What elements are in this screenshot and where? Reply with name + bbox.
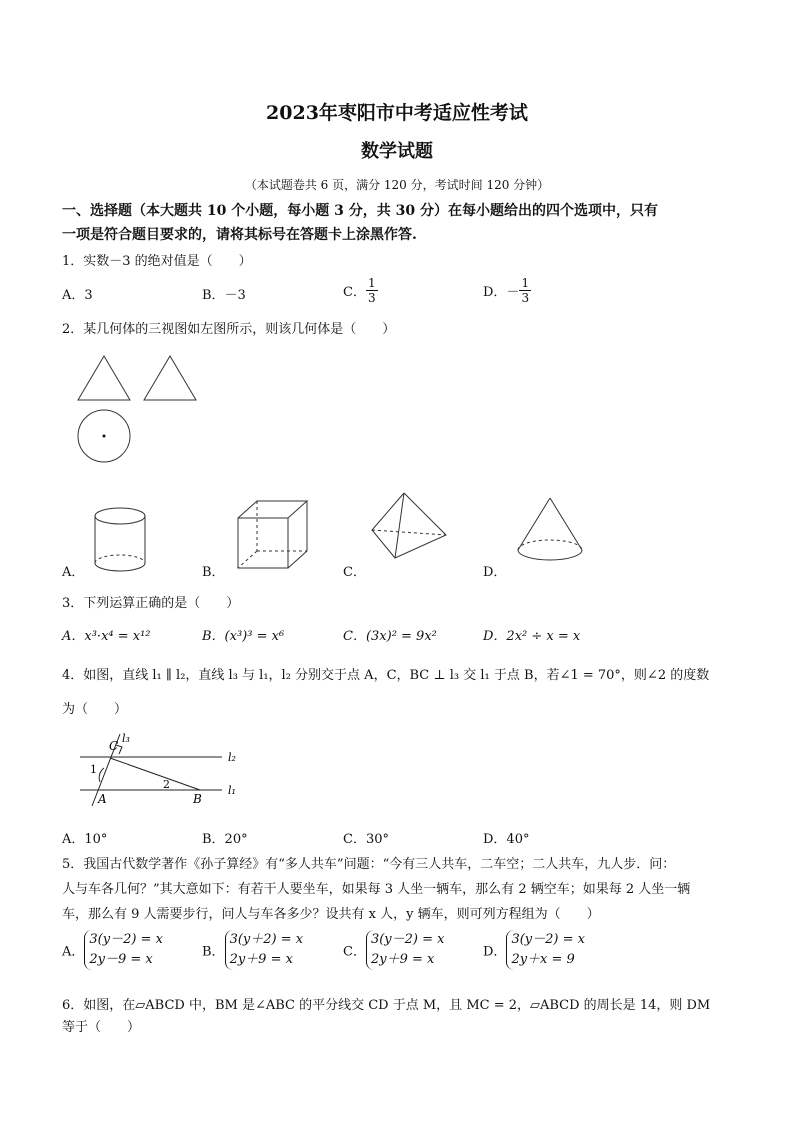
- q5-line3: 车，那么有 9 人需要步行，问人与车各多少？设共有 x 人，y 辆车，则可列方程组为（ ）: [62, 907, 600, 922]
- pyramid-figure: [370, 490, 450, 565]
- q4-parallel-lines-figure: [70, 730, 250, 810]
- three-view-figure: [70, 350, 200, 470]
- q6-line2: 等于（ ）: [62, 1020, 141, 1035]
- angle1-arc: [99, 768, 104, 782]
- q4-option-b: B．20°: [202, 832, 248, 847]
- section1-line2: 一项是符合题目要求的，请将其标号在答题卡上涂黑作答.: [62, 227, 417, 243]
- q1-option-d-label: D．－: [483, 285, 520, 300]
- equation-1: 3(y－2) = x: [89, 932, 163, 947]
- q2-option-c: C．: [343, 565, 366, 580]
- q3-stem: 3．下列运算正确的是（ ）: [62, 596, 240, 611]
- q2-option-d: D．: [483, 565, 507, 580]
- q4-option-d: D．40°: [483, 832, 530, 847]
- q5-option-b-label: B．: [202, 944, 225, 960]
- q5-option-c-label: C．: [343, 944, 366, 960]
- equation-2: 2y＋9 = x: [229, 952, 293, 967]
- fraction-numerator: 1: [367, 276, 376, 290]
- equation-2: 2y＋9 = x: [370, 952, 435, 967]
- angle1-label: 1: [90, 763, 97, 776]
- exam-note: （本试题卷共 6 页，满分 120 分，考试时间 120 分钟）: [244, 178, 550, 192]
- point-a-label: A: [98, 792, 107, 806]
- q4-option-a: A．10°: [62, 832, 108, 847]
- fraction-numerator: 1: [521, 276, 530, 290]
- q2-stem: 2．某几何体的三视图如左图所示，则该几何体是（ ）: [62, 322, 396, 337]
- q1-option-b: B．－3: [202, 288, 246, 303]
- q1-option-c: [343, 276, 378, 305]
- equation-1: 3(y－2) = x: [370, 932, 445, 947]
- q5-option-d-label: D．: [483, 944, 507, 960]
- front-view-triangle: [78, 356, 130, 400]
- equation-system: [366, 930, 445, 970]
- equation-2: 2y＋x = 9: [511, 952, 575, 967]
- q4-line2: 为（ ）: [62, 702, 128, 717]
- equation-2: 2y－9 = x: [89, 952, 153, 967]
- equation-1: 3(y－2) = x: [511, 932, 585, 947]
- l1-label: l₁: [228, 784, 236, 797]
- q3-option-b: B．(x³)³ = x⁶: [202, 629, 285, 644]
- equation-system: [225, 930, 304, 970]
- q5-option-b: [202, 930, 303, 970]
- cube-figure: [235, 498, 310, 573]
- q5-line2: 人与车各几何？”其大意如下：有若干人要坐车，如果每 3 人坐一辆车，那么有 2 辆空车；如果每 2 人坐一辆: [62, 882, 691, 897]
- fraction-denominator: 3: [367, 291, 376, 305]
- section1-line1: 一、选择题（本大题共 10 个小题，每小题 3 分，共 30 分）在每小题给出的四个选项中，只有: [62, 203, 658, 219]
- point-b-label: B: [193, 792, 202, 806]
- q3-option-c: C．(3x)² = 9x²: [343, 629, 437, 644]
- q1-stem: 1．实数－3 的绝对值是（ ）: [62, 254, 252, 269]
- q5-option-a: [62, 930, 163, 970]
- q5-option-d: [483, 930, 585, 970]
- q1-option-c-fraction: [366, 276, 378, 305]
- angle2-label: 2: [163, 778, 170, 791]
- l2-label: l₂: [228, 751, 236, 764]
- q2-option-a: A．: [62, 565, 85, 580]
- q6-line1: 6．如图，在▱ABCD 中，BM 是∠ABC 的平分线交 CD 于点 M，且 MC = 2，▱ABCD 的周长是 14，则 DM: [62, 998, 711, 1013]
- top-view-center-dot: [103, 435, 106, 438]
- equation-system: [506, 930, 585, 970]
- q3-option-d: D．2x² ÷ x = x: [483, 629, 581, 644]
- q5-option-a-label: A．: [62, 944, 85, 960]
- exam-title: 2023年枣阳市中考适应性考试: [266, 102, 528, 124]
- q1-option-a: A．3: [62, 288, 93, 303]
- q4-option-c: C．30°: [343, 832, 389, 847]
- q1-option-d: [483, 276, 531, 305]
- exam-subtitle: 数学试题: [361, 141, 433, 162]
- q5-option-c: [343, 930, 444, 970]
- cylinder-figure: [90, 505, 150, 575]
- l3-label: l₃: [122, 732, 130, 745]
- fraction-denominator: 3: [521, 291, 530, 305]
- q5-line1: 5．我国古代数学著作《孙子算经》有“多人共车”问题：“今有三人共车，二车空；二人共车，九人步．问：: [62, 857, 676, 872]
- q4-line1: 4．如图，直线 l₁ ∥ l₂，直线 l₃ 与 l₁，l₂ 分别交于点 A，C，BC ⊥ l₃ 交 l₁ 于点 B，若∠1 = 70°，则∠2 的度数: [62, 668, 710, 683]
- equation-system: [84, 930, 163, 970]
- q3-option-a: A．x³·x⁴ = x¹²: [62, 629, 151, 644]
- cone-figure: [515, 495, 585, 570]
- q2-option-b: B．: [202, 565, 225, 580]
- segment-bc: [110, 758, 200, 790]
- equation-1: 3(y＋2) = x: [229, 932, 304, 947]
- side-view-triangle: [144, 356, 196, 400]
- q1-option-c-label: C．: [343, 285, 366, 300]
- point-c-label: C: [109, 739, 119, 753]
- q1-option-d-fraction: [519, 276, 531, 305]
